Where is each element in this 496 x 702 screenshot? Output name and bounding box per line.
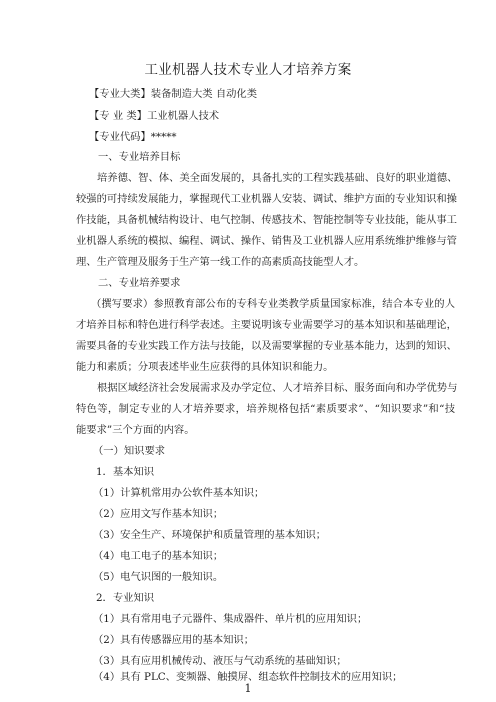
goal-line: 培养德、智、体、美全面发展的，具备扎实的工程实践基础、良好的职业道德、 — [97, 172, 458, 184]
requirements-line: 能要求”三个方面的内容。 — [76, 424, 195, 436]
requirements-line: 特色等，制定专业的人才培养要求，培养规格包括“素质要求”、“知识要求”和“技 — [76, 403, 455, 415]
meta-category: 【专业大类】装备制造大类 自动化类 — [89, 88, 258, 100]
section-heading-requirements: 二、专业培养要求 — [98, 277, 181, 289]
meta-major: 【专 业 类】工业机器人技术 — [89, 110, 220, 122]
meta-code: 【专业代码】***** — [89, 131, 177, 143]
list-item: （3）安全生产、环境保护和质量管理的基本知识； — [93, 529, 327, 541]
requirements-line: 才培养目标和特色进行科学表述。主要说明该专业需要学习的基本知识和基础理论， — [76, 319, 457, 331]
requirements-line: 根据区域经济社会发展需求及办学定位、人才培养目标、服务面向和办学优势与 — [97, 382, 458, 394]
goal-line: 业机器人系统的模拟、编程、调试、操作、销售及工业机器人应用系统维护维修与管 — [76, 235, 457, 247]
goal-line: 理、生产管理及服务于生产第一线工作的高素质高技能型人才。 — [76, 256, 365, 268]
knowledge-heading: （一）知识要求 — [93, 445, 166, 457]
professional-knowledge-heading: 2．专业知识 — [96, 592, 155, 604]
goal-line: 较强的可持续发展能力，掌握现代工业机器人安装、调试、维护方面的专业知识和操 — [76, 193, 457, 205]
basic-knowledge-heading: 1．基本知识 — [96, 466, 155, 478]
list-item: （1）计算机常用办公软件基本知识； — [93, 487, 265, 499]
list-item: （1）具有常用电子元器件、集成器件、单片机的应用知识； — [93, 613, 368, 625]
list-item: （2）应用文写作基本知识； — [93, 508, 224, 520]
document-title: 工业机器人技术专业人才培养方案 — [144, 62, 352, 78]
requirements-line: 能力和素质；分项表述毕业生应获得的具体知识和能力。 — [76, 361, 334, 373]
requirements-line: 需要具备的专业实践工作方法与技能，以及需要掌握的专业基本能力，达到的知识、 — [76, 340, 457, 352]
requirements-line: （撰写要求）参照教育部公布的专科专业类教学质量国家标准，结合本专业的人 — [91, 298, 455, 310]
list-item: （2）具有传感器应用的基本知识； — [93, 634, 255, 646]
list-item: （3）具有应用机械传动、液压与气动系统的基础知识； — [93, 655, 347, 667]
section-heading-goal: 一、专业培养目标 — [98, 151, 181, 163]
list-item: （4）电工电子的基本知识； — [93, 550, 224, 562]
page-number: 1 — [244, 682, 252, 695]
list-item: （4）具有 PLC、变频器、触摸屏、组态软件控制技术的应用知识； — [93, 671, 403, 683]
goal-line: 作技能，具备机械结构设计、电气控制、传感技术、智能控制等专业技能，能从事工 — [76, 214, 457, 226]
list-item: （5）电气识图的一般知识。 — [93, 571, 224, 583]
